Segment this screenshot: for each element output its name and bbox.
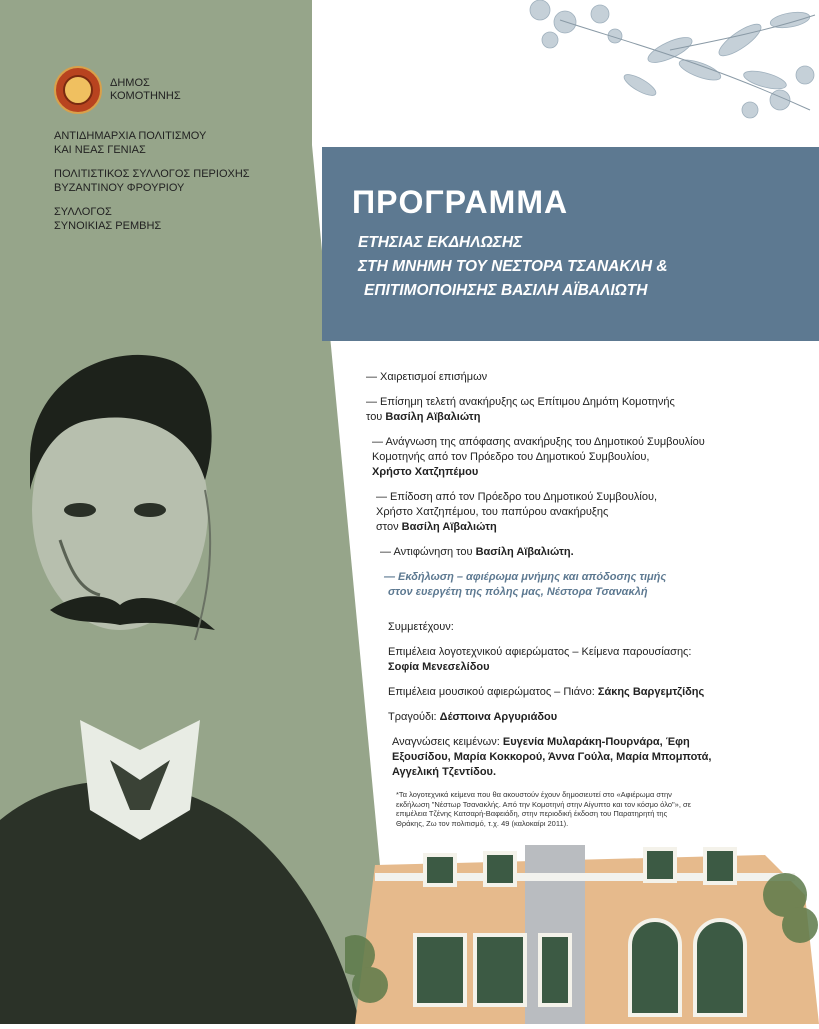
org-cultural-association: ΠΟΛΙΤΙΣΤΙΚΟΣ ΣΥΛΛΟΓΟΣ ΠΕΡΙΟΧΗΣ ΒΥΖΑΝΤΙΝΟΥ ΦΡΟΥΡΙΟΥ: [54, 168, 250, 194]
portrait-illustration: [0, 340, 360, 1024]
building-illustration: [345, 835, 819, 1024]
participants-label: Συμμετέχουν:: [388, 621, 454, 633]
program-item: — Ανάγνωση της απόφασης ανακήρυξης του Δημοτικού Συμβουλίου Κομοτηνής από τον Πρόεδρο του Δημοτικού Συμβουλίου, Χρήστο Χατζηπέμου: [372, 436, 705, 478]
participant-entry: Αναγνώσεις κειμένων: Ευγενία Μυλαράκη-Πουρνάρα, Έφη Εξουσίδου, Μαρία Κοκκορού, Άννα Γούλα, Μαρία Μπομποτά, Αγγελική Τζεντίδου.: [392, 736, 712, 778]
program-item: — Επίσημη τελετή ανακήρυξης ως Επίτιμου Δημότη Κομοτηνής του Βασίλη Αϊβαλιώτη: [366, 396, 675, 423]
program-list: [366, 370, 806, 828]
municipality-seal-logo: [54, 66, 102, 114]
page-subtitle: ΕΤΗΣΙΑΣ ΕΚΔΗΛΩΣΗΣ ΣΤΗ ΜΝΗΜΗ ΤΟΥ ΝΕΣΤΟΡΑ ΤΣΑΝΑΚΛΗ & ΕΠΙΤΙΜΟΠΟΙΗΣΗΣ ΒΑΣΙΛΗ ΑΪΒΑΛΙΩΤΗ: [358, 234, 668, 299]
org-remvi-association: ΣΥΛΛΟΓΟΣ ΣΥΝΟΙΚΙΑΣ ΡΕΜΒΗΣ: [54, 206, 162, 232]
participant-entry: Επιμέλεια λογοτεχνικού αφιερώματος – Κείμενα παρουσίασης: Σοφία Μενεσελίδου: [388, 646, 692, 673]
municipality-name: ΔΗΜΟΣ ΚΟΜΟΤΗΝΗΣ: [110, 77, 181, 102]
program-item: — Χαιρετισμοί επισήμων: [366, 371, 488, 383]
participant-entry: Τραγούδι: Δέσποινα Αργυριάδου: [388, 711, 558, 723]
participants-section: [366, 620, 806, 780]
participant-entry: Επιμέλεια μουσικού αφιερώματος – Πιάνο: Σάκης Βαργεμτζίδης: [388, 686, 705, 698]
program-item: — Αντιφώνηση του Βασίλη Αϊβαλιώτη.: [380, 546, 574, 558]
organizations-block: [54, 66, 304, 233]
title-band: [322, 147, 819, 341]
municipality-row: [54, 66, 304, 114]
org-culture-deputy: ΑΝΤΙΔΗΜΑΡΧΙΑ ΠΟΛΙΤΙΣΜΟΥ ΚΑΙ ΝΕΑΣ ΓΕΝΙΑΣ: [54, 130, 207, 156]
page-title: ΠΡΟΓΡΑΜΜΑ: [352, 184, 569, 220]
eucalyptus-leaves-decoration: [520, 0, 819, 130]
footnote: *Τα λογοτεχνικά κείμενα που θα ακουστούν έχουν δημοσιευτεί στο «Αφιέρωμα στην εκδήλωση "Νέστωρ Τσανακλής. Από την Κομοτηνή στην Αίγυπτο και τον κόσμο όλο"», σε επιμέλεια Τζένης Κατσαρή-Βαφειάδη, στην περιοδική έκδοση του Παρατηρητή της Θράκης, Ζω τον πολιτισμό, τ.χ. 49 (καλοκαίρι 2011).: [396, 790, 691, 828]
program-highlight: — Εκδήλωση – αφιέρωμα μνήμης και απόδοσης τιμής στον ευεργέτη της πόλης μας, Νέστορα Τσανακλή: [384, 571, 667, 598]
program-item: — Επίδοση από τον Πρόεδρο του Δημοτικού Συμβουλίου, Χρήστο Χατζηπέμου, του παπύρου ανακήρυξης στον Βασίλη Αϊβαλιώτη: [376, 491, 658, 533]
